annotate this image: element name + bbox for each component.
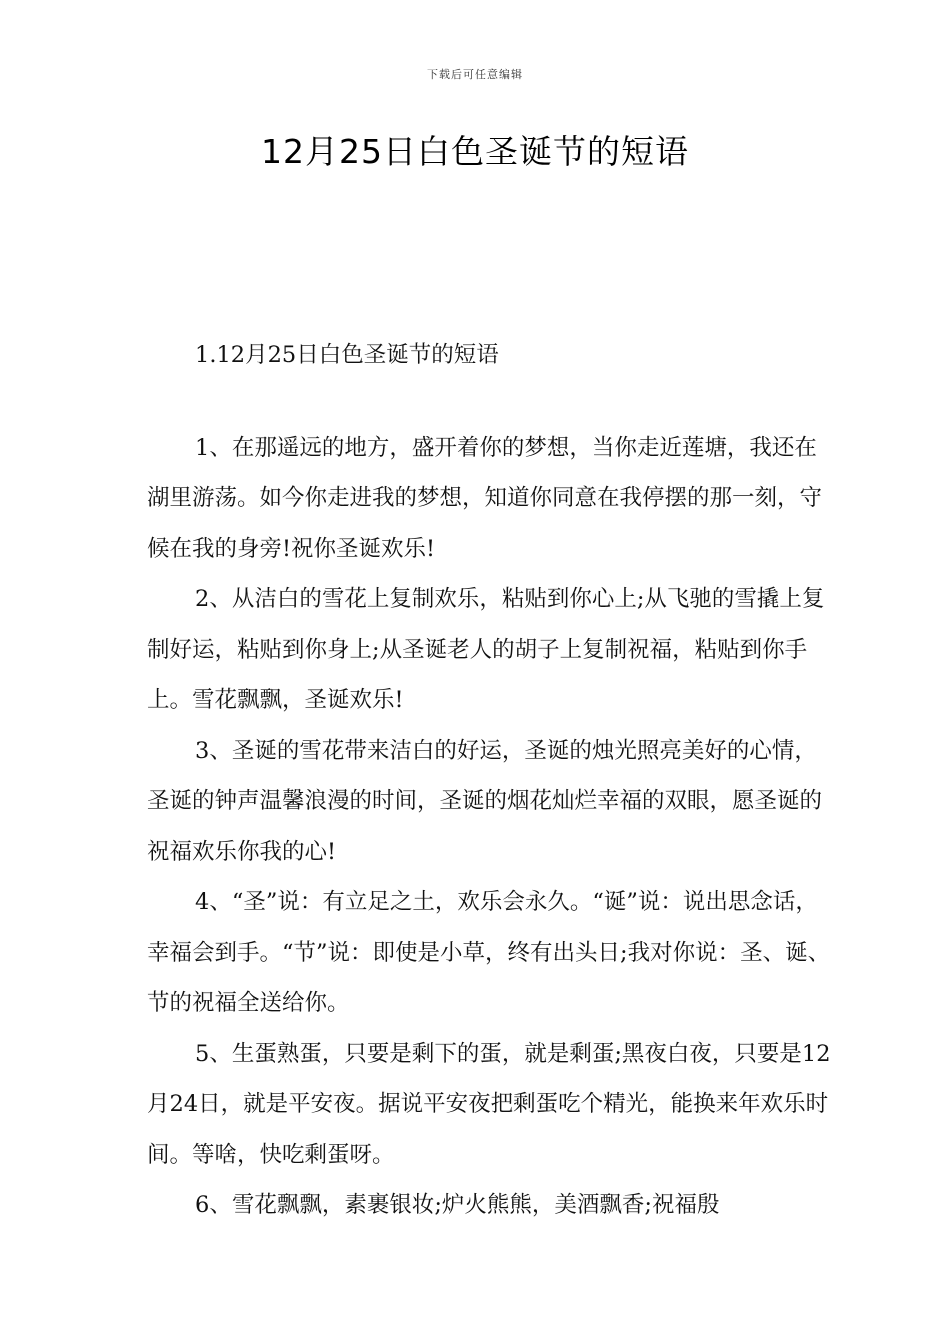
paragraph-3: 3、圣诞的雪花带来洁白的好运，圣诞的烛光照亮美好的心情，圣诞的钟声温馨浪漫的时间，圣诞的烟花灿烂幸福的双眼，愿圣诞的祝福欢乐你我的心! <box>147 737 823 865</box>
document-body <box>147 330 837 1231</box>
paragraph-1: 1、在那遥远的地方，盛开着你的梦想，当你走近莲塘，我还在湖里游荡。如今你走进我的梦想，知道你同意在我停摆的那一刻，守候在我的身旁!祝你圣诞欢乐! <box>147 434 823 562</box>
paragraph-6: 6、雪花飘飘，素裹银妆;炉火熊熊，美酒飘香;祝福殷 <box>195 1192 720 1218</box>
paragraph-4: 4、“圣”说：有立足之土，欢乐会永久。“诞”说：说出思念话，幸福会到手。“节”说：即使是小草，终有出头日;我对你说：圣、诞、节的祝福全送给你。 <box>147 889 831 1016</box>
section-heading: 1.12月25日白色圣诞节的短语 <box>195 342 499 368</box>
header-note: 下载后可任意编辑 <box>427 68 523 81</box>
paragraph-2: 2、从洁白的雪花上复制欢乐，粘贴到你心上;从飞驰的雪撬上复制好运，粘贴到你身上;从圣诞老人的胡子上复制祝福，粘贴到你手上。雪花飘飘，圣诞欢乐! <box>147 586 825 713</box>
paragraph-5: 5、生蛋熟蛋，只要是剩下的蛋，就是剩蛋;黑夜白夜，只要是12月24日，就是平安夜。据说平安夜把剩蛋吃个精光，能换来年欢乐时间。等啥，快吃剩蛋呀。 <box>147 1040 831 1168</box>
document-title: 12月25日白色圣诞节的短语 <box>261 132 689 171</box>
